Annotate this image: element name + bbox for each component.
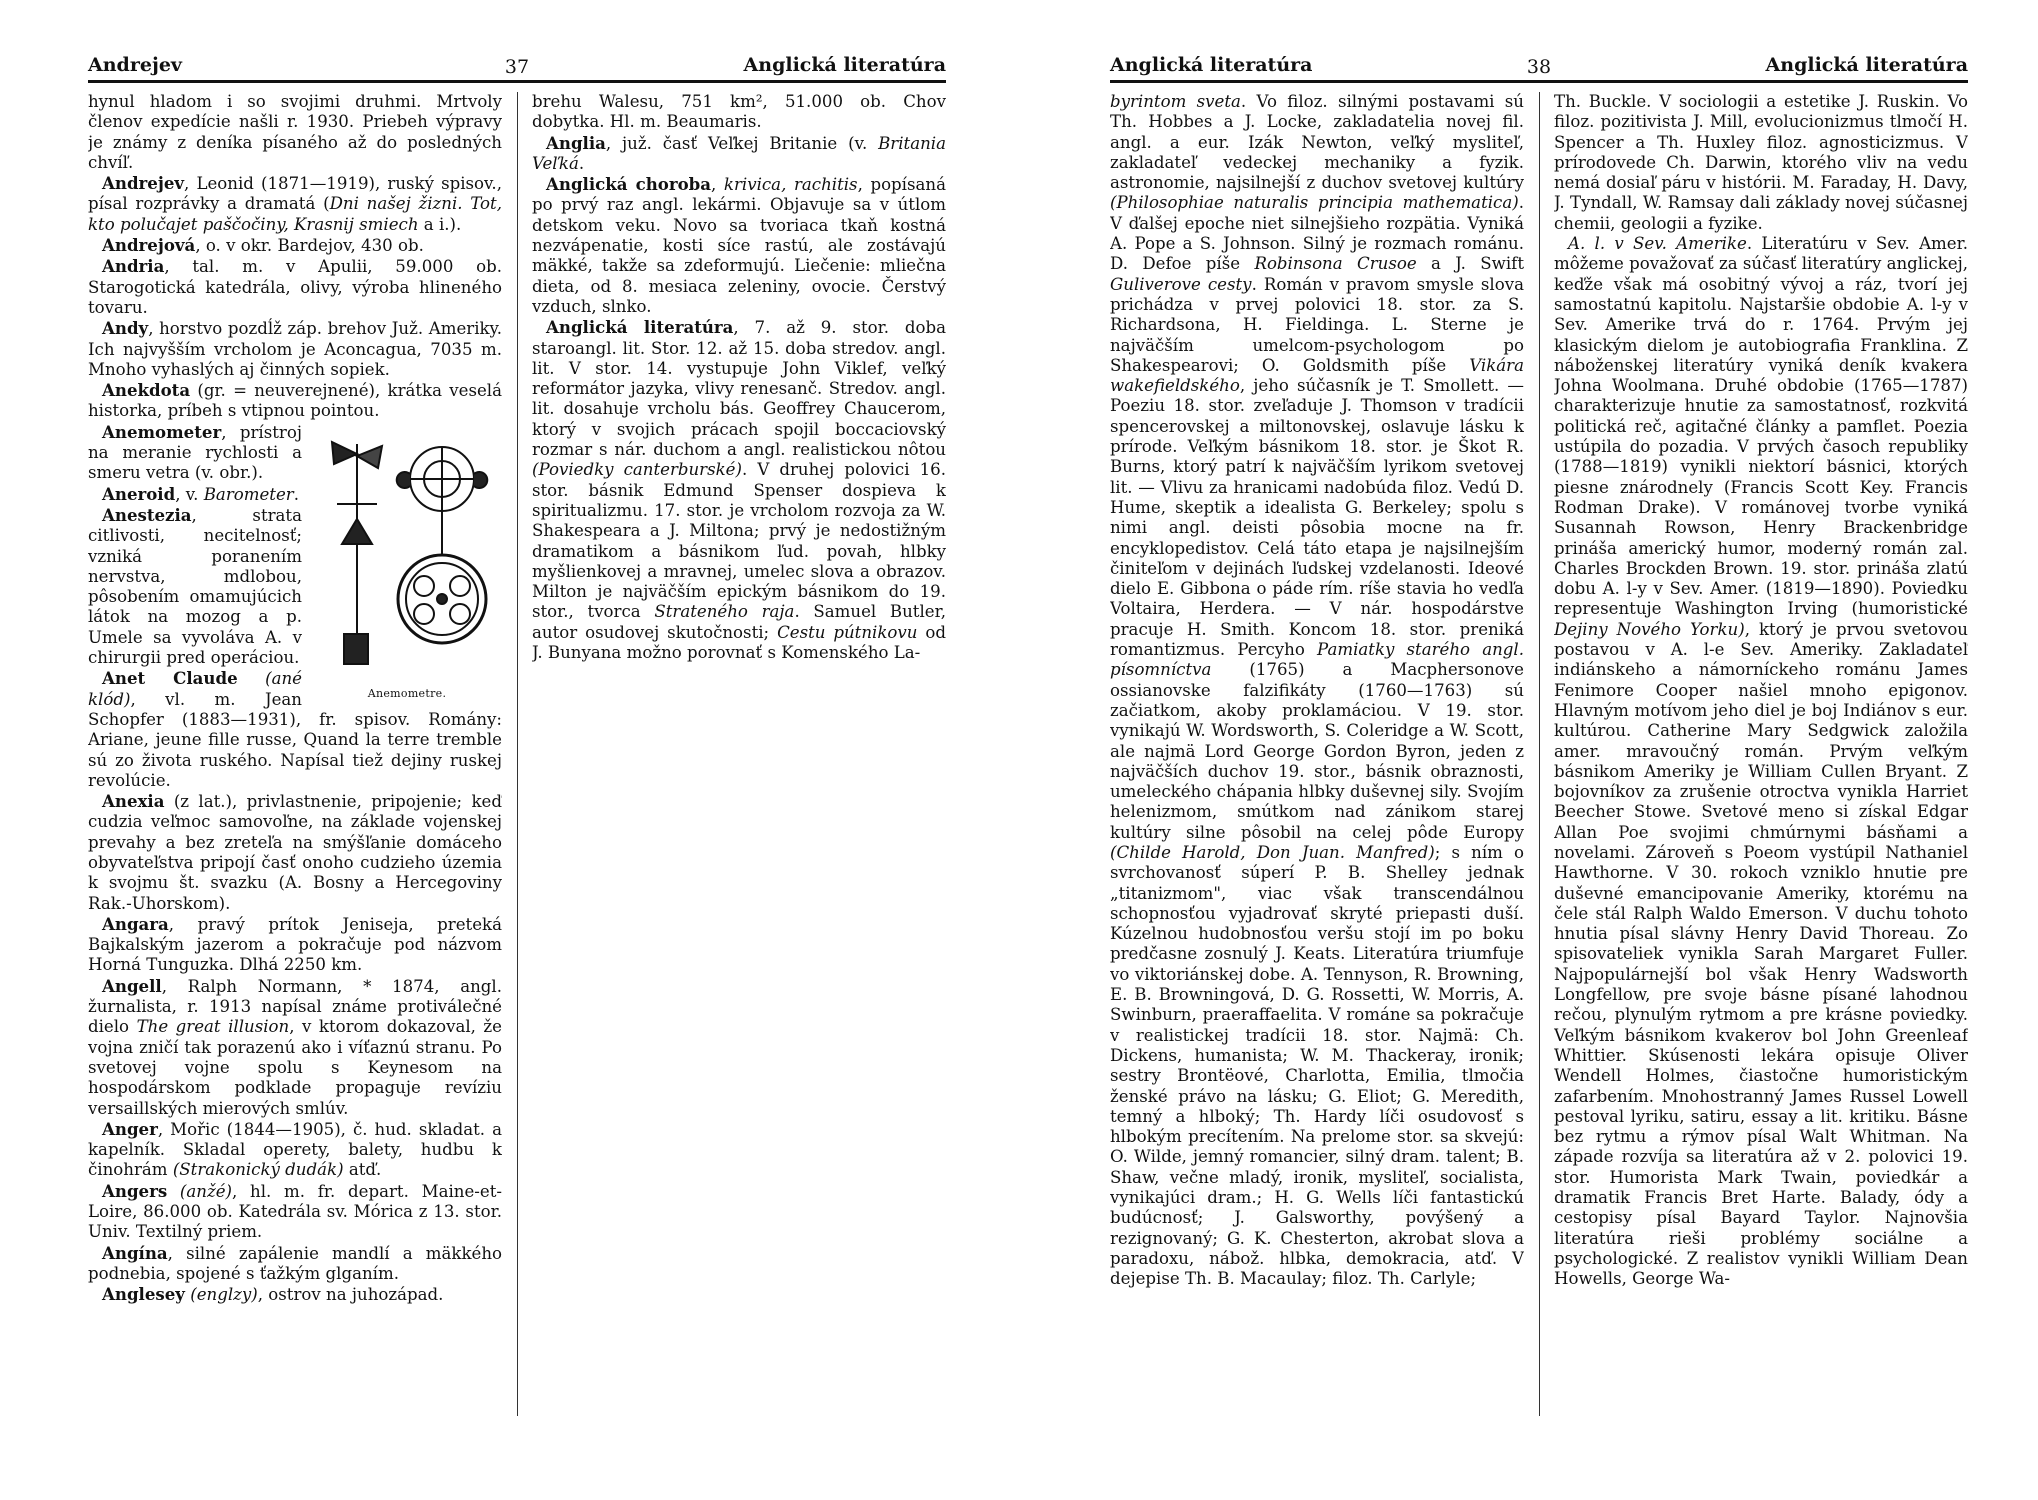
entry-text: , hl. m. fr. depart. Maine-et-Loire, 86.000 ob. Katedrála sv. Mórica z 13. stor. Univ. Textilný priem. <box>88 1181 502 1242</box>
column-1 <box>1110 92 1524 1440</box>
page-header <box>1110 50 1968 83</box>
italic-text: Pamiatky starého angl. písomníctva <box>1110 640 1524 680</box>
entry-headword: Anger <box>102 1118 158 1139</box>
header-left-entry: Andrejev <box>88 54 182 76</box>
column-divider <box>1539 92 1540 1416</box>
entry-paragraph <box>532 92 946 133</box>
entry-paragraph <box>88 256 502 318</box>
entry-text: . <box>293 484 300 504</box>
entry-text: , ktorý je prvou svetovou postavou v A. l-e Sev. Ameriky. Zakladateľ indiánskeho a námorníckeho románu James Fenimore Cooper našiel mnoho epigonov. Hlavným motívom jeho diel je boj Indiánov s eur. kultúrou. Catherine Mary Sedgwick založila amer. mravoučný román. Prvým veľkým básnikom Ameriky je William Cullen Bryant. Z bojovníkov za zrušenie otroctva vynikla Harriet Beecher Stowe. Svetové meno si získal Edgar Allan Poe svojimi chmúrnymi básňami a novelami. Zároveň s Poeom vystúpil Nathaniel Hawthorne. V 30. rokoch vzniklo hnutie pre duševné emancipovanie Ameriky, ktorému na čele stál Ralph Waldo Emerson. V duchu tohoto hnutia písal slávny Henry David Thoreau. Zo spisovateliek vynikla Sarah Margaret Fuller. Najpopulárnejší bol však Henry Wadsworth Longfellow, pre svoje básne písané lahodnou rečou, plynulým rytmom a pre krásne poviedky. Veľkým básnikom kvakerov bol John Greenleaf Whittier. Skúsenosti lekára opisuje Oliver Wendell Holmes, čiastočne humoristickým zafarbením. Mnohostranný James Russel Lowell pestoval lyriku, satiru, essay a lit. kritiku. Básne bez rytmu a rýmov písal Walt Whitman. Na západe rozvíja sa literatúra až v 2. polovici 19. stor. Humorista Mark Twain, poviedkár a dramatik Francis Bret Harte. Balady, ódy a cestopisy písal Bayard Taylor. Najnovšia literatúra rieši problémy sociálne a psychologické. Z realistov vynikli William Dean Howells, George Wa- <box>1554 619 1968 1289</box>
entry-paragraph <box>88 1243 502 1285</box>
entry-text: a J. Swift <box>1416 254 1524 274</box>
entry-text: , prístroj na meranie rychlosti a smeru vetra (v. obr.). <box>88 422 302 483</box>
entry-text: (gr. = neuverejnené), krátka veselá historka, príbeh s vtipnou pointou. <box>88 381 502 421</box>
entry-headword: Anekdota <box>102 380 191 401</box>
entry-headword: Angell <box>102 975 162 996</box>
italic-text: Cestu pútnikovu <box>777 622 918 642</box>
entry-text <box>167 1182 180 1201</box>
entry-paragraph <box>88 1119 502 1181</box>
entry-headword: Anemometer <box>102 421 222 442</box>
italic-text: (Poviedky canterburské) <box>532 460 742 480</box>
entry-headword: Angara <box>102 913 169 934</box>
page-number: 38 <box>1526 56 1552 78</box>
text-columns <box>1110 92 1968 1440</box>
entry-headword: Andrejev <box>102 173 185 194</box>
entry-paragraph <box>88 173 502 235</box>
entry-paragraph <box>1554 92 1968 234</box>
entry-headword: Angína <box>102 1242 168 1263</box>
entry-paragraph <box>1110 92 1524 1290</box>
anemometer-figure <box>312 424 502 704</box>
entry-headword: Anet Claude <box>102 668 238 689</box>
entry-headword: Andrejová <box>102 235 196 256</box>
italic-text: Robinsona Crusoe <box>1254 254 1417 274</box>
column-2 <box>532 92 946 1440</box>
entry-text: , v ktorom dokazoval, že vojna zničí tak porazenú ako i víťaznú stranu. Po svetovej vojne spolu s Keynesom na hospodárskom podklade propaguje revíziu versaillských mierových smlúv. <box>88 1017 502 1118</box>
entry-paragraph <box>88 318 502 380</box>
header-left-entry: Anglická literatúra <box>1110 54 1313 76</box>
entry-headword: Anglia <box>546 132 606 153</box>
entry-headword: Anglická choroba <box>546 174 712 195</box>
entry-text: a i.). <box>418 214 462 234</box>
entry-text: brehu Walesu, 751 km², 51.000 ob. Chov dobytka. Hl. m. Beaumaris. <box>532 92 946 132</box>
italic-text: Britania Veľká <box>532 133 946 173</box>
header-right-entry: Anglická literatúra <box>1765 54 1968 76</box>
entry-text: . Román v pravom smysle slova prichádza v prvej polovici 18. stor. za S. Richardsona, H. Fieldinga. L. Sterne je najväčším umelcom-psychologom po Shakespearovi; O. Goldsmith píše <box>1110 274 1524 375</box>
column-2 <box>1554 92 1968 1440</box>
italic-text: (Childe Harold, Don Juan. Manfred) <box>1110 842 1435 862</box>
entry-paragraph <box>88 791 502 914</box>
entry-paragraph <box>88 976 502 1119</box>
entry-text: , 7. až 9. stor. doba staroangl. lit. Stor. 12. až 15. doba stredov. angl. lit. V stor. 14. vystupuje John Viklef, veľký reformátor jazyka, vlivy renesanč. Stredov. angl. lit. dosahuje vrcholu bás. Geoffrey Chaucerom, ktorý v svojich prácach spojil boccaciovský rozmar s nár. duchom a angl. realistickou nôtou <box>532 318 946 460</box>
entry-headword: Anexia <box>102 791 165 812</box>
page-header <box>88 50 946 83</box>
italic-text: (Strakonický dudák) <box>172 1160 344 1180</box>
entry-text: , jeho súčasník je T. Smollett. — Poeziu 18. stor. zveľaduje J. Thomson v tradícii spencerovskej a miltonovskej, oslavuje lásku k prírode. Veľkým básnikom 18. stor. je Škot R. Burns, ktorý patrí k najväčším lyrikom svetovej lit. — Vlivu za hranicami nadobúda filoz. Vedú D. Hume, skeptik a idealista G. Berkeley; spolu s nimi angl. deisti pôsobia mocne na fr. encyklopedistov. Celá táto etapa je najsilnejším činiteľom v dejinách ľudskej vzdelanosti. Ideové dielo E. Gibbona o páde rím. ríše stavia ho vedľa Voltaira, Herdera. — V nár. hospodárstve pracuje H. Smith. Koncom 18. stor. preniká romantizmus. Percyho <box>1110 376 1524 660</box>
entry-headword: Aneroid <box>102 483 176 504</box>
entry-text: od J. Bunyana možno porovnať s Komenského La- <box>532 622 946 663</box>
italic-text: Guliverove cesty <box>1110 274 1252 294</box>
text-columns <box>88 92 946 1440</box>
entry-headword: Anglesey <box>102 1284 185 1305</box>
entry-text: , tal. m. v Apulii, 59.000 ob. Starogotická katedrála, olivy, výroba hlineného tovaru. <box>88 257 502 317</box>
italic-text: A. l. v Sev. Amerike <box>1568 234 1747 254</box>
entry-headword: Andria <box>102 256 165 277</box>
entry-text: , o. v okr. Bardejov, 430 ob. <box>195 236 424 256</box>
entry-text: . Vo filoz. silnými postavami sú Th. Hobbes a J. Locke, zakladatelia novej fil. angl. a eur. Izák Newton, veľký mysliteľ, zakladateľ vedeckej mechaniky a fyzik. astronomie, najsilnejší z duchov svetovej kultúry <box>1110 92 1524 193</box>
entry-text: , strata citlivosti, necitelnosť; vzniká poranením nervstva, mdlobou, pôsobením omamujúcich látok na mozog a p. Umele sa vyvoláva A. v chirurgii pred operáciou. <box>88 505 302 668</box>
entry-paragraph <box>88 92 502 173</box>
left-page <box>88 50 946 1440</box>
entry-paragraph <box>88 1284 502 1305</box>
entry-paragraph <box>88 1181 502 1243</box>
entry-text: , horstvo pozdĺž záp. brehov Juž. Ameriky. Ich najvyšším vrcholom je Aconcagua, 7035 m. Mnoho vyhaslých aj činných sopiek. <box>88 319 502 379</box>
entry-text: , <box>711 175 724 195</box>
column-divider <box>517 92 518 1416</box>
entry-text: . V druhej polovici 16. stor. básnik Edmund Spenser dospieva k spiritualizmu. 17. stor. je vrcholom rozvoja za W. Shakespeara a J. Miltona; prvý je nedostižným dramatikom a básnikom ľud. povah, hlbky myšlienkovej a mravnej, umelec slova a obrazov. Milton je najväčším epickým básnikom do 19. stor., tvorca <box>532 460 946 622</box>
entry-paragraph <box>532 133 946 175</box>
entry-headword: Angers <box>102 1180 168 1201</box>
entry-text: Th. Buckle. V sociologii a estetike J. Ruskin. Vo filoz. pozitivista J. Mill, evolucionizmus tlmočí H. Spencer a Th. Huxley filoz. agnosticizmus. V prírodovede Ch. Darwin, ktorého vliv na vedu nemá dosiaľ páru v histórii. M. Faraday, H. Davy, J. Tyndall, W. Ramsay dali základy novej súčasnej chemii, geologii a fyzike. <box>1554 92 1968 233</box>
column-1 <box>88 92 502 1440</box>
italic-text: Strateného raja <box>654 602 795 622</box>
entry-paragraph <box>88 380 502 422</box>
entry-paragraph <box>1554 234 1968 1289</box>
entry-text: , silné zapálenie mandlí a mäkkého podnebia, spojené s ťažkým glganím. <box>88 1243 502 1283</box>
entry-text: (1765) a Macphersonove ossianovske falzifikáty (1760—1763) sú začiatkom, akoby proklamáciou. V 19. stor. vynikajú W. Wordsworth, S. Coleridge a W. Scott, ale najmä Lord George Gordon Byron, jeden z najväčších duchov 19. stor., básnik obraznosti, umeleckého chápania hlbky duševnej sily. Svojím helenizmom, smútkom nad zánikom starej kultúry silne pôsobil na celej pôde Europy <box>1110 660 1524 842</box>
entry-text: , Mořic (1844—1905), č. hud. skladat. a kapelník. Skladal operety, balety, hudbu k činohrám <box>88 1119 502 1180</box>
entry-paragraph <box>532 317 946 663</box>
italic-text: Barometer <box>203 484 294 504</box>
entry-text: . V ďalšej epoche niet silnejšieho rozpätia. Vyniká A. Pope a S. Johnson. Silný je rozmach románu. D. Defoe píše <box>1110 193 1524 274</box>
entry-text: atď. <box>343 1160 382 1180</box>
entry-text: . Samuel Butler, autor osudovej skutočnosti; <box>532 602 946 642</box>
entry-text: , pravý prítok Jeniseja, preteká Bajkalským jazerom a pokračuje pod názvom Horná Tunguzka. Dlhá 2250 km. <box>88 914 502 975</box>
italic-text: Dejiny Nového Yorku) <box>1554 619 1745 639</box>
entry-text: , v. <box>175 484 204 504</box>
entry-text: . <box>578 153 585 173</box>
entry-text <box>238 669 265 688</box>
italic-text: (anžé) <box>179 1181 233 1201</box>
right-page <box>1110 50 1968 1440</box>
anemometer-illustration <box>312 424 502 684</box>
italic-text: (Philosophiae naturalis principia mathematica) <box>1110 193 1519 213</box>
italic-text: The great illusion <box>136 1017 290 1037</box>
entry-text: , Leonid (1871—1919), ruský spisov., písal rozprávky a dramatá ( <box>88 174 502 214</box>
entry-text: , juž. časť Veľkej Britanie (v. <box>605 133 879 153</box>
entry-text: . Literatúru v Sev. Amer. môžeme považovať za súčasť literatúry anglickej, keďže však má osobitný vývoj a ráz, tvorí jej samostatnú kapitolu. Najstaršie obdobie A. l-y v Sev. Amerike trvá do r. 1764. Prvým jej klasickým dielom je autobiografia Franklina. Z náboženskej literatúry vyniká deník kvakera Johna Woolmana. Druhé obdobie (1765—1787) charakterizuje hnutie za samostatnosť, rozkvitá politická reč, agitačné články a pamflet. Poezia ustúpila do pozadia. V prvých časoch republiky (1788—1819) vynikli niektorí básnici, ktorých piesne znárodnely (Francis Scott Key. Francis Rodman Drake). V románovej tvorbe vyniká Susannah Rowson, Henry Brackenbridge prináša americký humor, moderný román zal. Charles Brockden Brown. 19. stor. prináša zlatú dobu A. l-y v Sev. Amer. (1819—1890). Poviedku representuje Washington Irving (humoristické <box>1554 234 1968 619</box>
entry-headword: Anestezia <box>102 504 192 525</box>
italic-text: Vikára wakefieldského <box>1110 355 1524 396</box>
italic-text: krivica, rachitis <box>723 175 858 195</box>
entry-headword: Anglická literatúra <box>546 317 734 338</box>
entry-headword: Andy <box>102 318 149 339</box>
italic-text: Dni našej žizni. Tot, kto polučajet paščočiny, Krasnij smiech <box>88 194 502 234</box>
entry-text: , Ralph Normann, * 1874, angl. žurnalista, r. 1913 napísal známe protiválečné dielo <box>88 976 502 1037</box>
entry-text: , popísaná po prvý raz angl. lekármi. Objavuje sa v útlom detskom veku. Novo sa tvoriaca tkaň kostná nezvápenatie, kosti síce rastú, ale zostávajú mäkké, takže sa zdeformujú. Liečenie: mliečna dieta, od 8. mesiaca zeleniny, ovocie. Čerstvý vzduch, slnko. <box>532 175 946 316</box>
italic-text: byrintom sveta <box>1110 92 1241 111</box>
entry-paragraph <box>88 235 502 256</box>
entry-text: , ostrov na juhozápad. <box>257 1285 444 1305</box>
entry-text: , vl. m. Jean Schopfer (1883—1931), fr. spisov. Romány: Ariane, jeune fille russe, Quand la terre tremble sú zo života ruského. Napísal tiež dejiny ruskej revolúcie. <box>88 689 502 790</box>
italic-text: (ané klód) <box>88 669 302 709</box>
italic-text: (englzy) <box>190 1285 258 1305</box>
page-number: 37 <box>504 56 530 78</box>
entry-text: hynul hladom i so svojimi druhmi. Mrtvoly členov expedície našli r. 1930. Priebeh výpravy je známy z deníka písaného až do posledných chvíľ. <box>88 92 502 172</box>
entry-paragraph <box>532 174 946 317</box>
entry-paragraph <box>88 914 502 976</box>
entry-text: (z lat.), privlastnenie, pripojenie; keď cudzia veľmoc samovoľne, na základe vojenskej prevahy a bez zreteľa na smýšľanie domáceho obyvateľstva pripojí časť onoho cudzieho územia k svojmu št. svazku (A. Bosny a Hercegoviny Rak.-Uhorskom). <box>88 792 502 913</box>
header-right-entry: Anglická literatúra <box>743 54 946 76</box>
figure-caption: Anemometre. <box>367 686 447 700</box>
entry-text: ; s ním o svrchovanosť súperí P. B. Shelley jednak „titanizmom", viac však transcendálnou schopnosťou vyjadrovať skryté priepasti duší. Kúzelnou hudobnosťou veršu stojí im po boku predčasne zosnulý J. Keats. Literatúra triumfuje vo viktoriánskej dobe. A. Tennyson, R. Browning, E. B. Browningová, D. G. Rossetti, W. Morris, A. Swinburn, praeraffaelita. V románe sa pokračuje v realistickej tradícii 18. stor. Najmä: Ch. Dickens, humanista; W. M. Thackeray, ironik; sestry Brontëové, Charlotta, Emilia, tlmočia ženské právo na lásku; G. Eliot; G. Meredith, temný a hlboký; Th. Hardy líči osudovosť s hlbokým precítením. Na prelome stor. sa skvejú: O. Wilde, jemný romancier, silný dram. talent; B. Shaw, večne mladý, ironik, mysliteľ, socialista, vynikajúci dram.; H. G. Wells líči fantastickú budúcnosť; J. Galsworthy, povýšený a rezignovaný; G. K. Chesterton, akrobat slova a paradoxu, nábož. hlbka, demokracia, atď. V dejepise Th. B. Macaulay; filoz. Th. Carlyle; <box>1110 842 1524 1289</box>
